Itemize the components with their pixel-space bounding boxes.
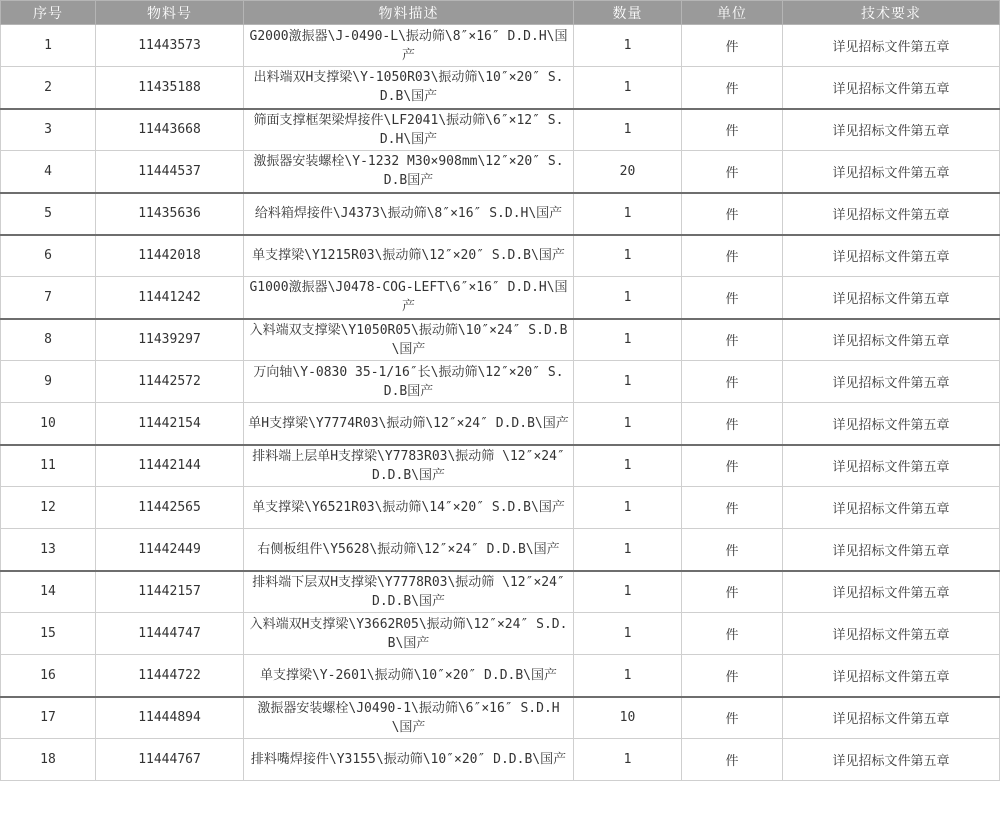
cell-requirement: 详见招标文件第五章 bbox=[783, 445, 1000, 487]
cell-quantity: 1 bbox=[574, 655, 682, 697]
cell-requirement: 详见招标文件第五章 bbox=[783, 739, 1000, 781]
cell-no: 18 bbox=[1, 739, 96, 781]
cell-material-code: 11444722 bbox=[96, 655, 244, 697]
cell-quantity: 1 bbox=[574, 25, 682, 67]
table-row bbox=[1, 277, 1000, 319]
cell-description: 入料端双支撑梁\Y1050R05\振动筛\10″×24″ S.D.B\国产 bbox=[244, 319, 574, 361]
cell-no: 5 bbox=[1, 193, 96, 235]
cell-requirement: 详见招标文件第五章 bbox=[783, 529, 1000, 571]
table-row bbox=[1, 613, 1000, 655]
cell-material-code: 11442449 bbox=[96, 529, 244, 571]
cell-description: 入料端双H支撑梁\Y3662R05\振动筛\12″×24″ S.D.B\国产 bbox=[244, 613, 574, 655]
cell-unit: 件 bbox=[682, 235, 783, 277]
cell-no: 10 bbox=[1, 403, 96, 445]
cell-requirement: 详见招标文件第五章 bbox=[783, 697, 1000, 739]
cell-no: 15 bbox=[1, 613, 96, 655]
cell-material-code: 11443668 bbox=[96, 109, 244, 151]
cell-no: 3 bbox=[1, 109, 96, 151]
cell-quantity: 1 bbox=[574, 277, 682, 319]
table-row bbox=[1, 487, 1000, 529]
cell-description: 万向轴\Y-0830 35-1/16″长\振动筛\12″×20″ S.D.B国产 bbox=[244, 361, 574, 403]
cell-unit: 件 bbox=[682, 403, 783, 445]
table-row bbox=[1, 361, 1000, 403]
cell-unit: 件 bbox=[682, 739, 783, 781]
cell-unit: 件 bbox=[682, 67, 783, 109]
cell-no: 8 bbox=[1, 319, 96, 361]
cell-requirement: 详见招标文件第五章 bbox=[783, 193, 1000, 235]
cell-no: 2 bbox=[1, 67, 96, 109]
cell-quantity: 1 bbox=[574, 361, 682, 403]
cell-quantity: 10 bbox=[574, 697, 682, 739]
cell-requirement: 详见招标文件第五章 bbox=[783, 403, 1000, 445]
cell-quantity: 1 bbox=[574, 403, 682, 445]
cell-no: 12 bbox=[1, 487, 96, 529]
cell-requirement: 详见招标文件第五章 bbox=[783, 613, 1000, 655]
cell-no: 17 bbox=[1, 697, 96, 739]
cell-unit: 件 bbox=[682, 487, 783, 529]
cell-unit: 件 bbox=[682, 109, 783, 151]
table-row bbox=[1, 67, 1000, 109]
cell-material-code: 11444747 bbox=[96, 613, 244, 655]
cell-unit: 件 bbox=[682, 697, 783, 739]
cell-requirement: 详见招标文件第五章 bbox=[783, 319, 1000, 361]
table-body bbox=[1, 25, 1000, 781]
cell-quantity: 1 bbox=[574, 235, 682, 277]
cell-description: 单支撑梁\Y1215R03\振动筛\12″×20″ S.D.B\国产 bbox=[244, 235, 574, 277]
table-row bbox=[1, 319, 1000, 361]
cell-no: 13 bbox=[1, 529, 96, 571]
table-header-row bbox=[1, 1, 1000, 25]
header-no: 序号 bbox=[1, 1, 96, 25]
cell-description: 出料端双H支撑梁\Y-1050R03\振动筛\10″×20″ S.D.B\国产 bbox=[244, 67, 574, 109]
table-row bbox=[1, 529, 1000, 571]
header-code: 物料号 bbox=[96, 1, 244, 25]
table-row bbox=[1, 445, 1000, 487]
cell-unit: 件 bbox=[682, 571, 783, 613]
cell-quantity: 1 bbox=[574, 739, 682, 781]
cell-description: G2000激振器\J-0490-L\振动筛\8″×16″ D.D.H\国产 bbox=[244, 25, 574, 67]
cell-material-code: 11444537 bbox=[96, 151, 244, 193]
cell-quantity: 1 bbox=[574, 67, 682, 109]
cell-material-code: 11444894 bbox=[96, 697, 244, 739]
cell-requirement: 详见招标文件第五章 bbox=[783, 67, 1000, 109]
cell-unit: 件 bbox=[682, 361, 783, 403]
cell-unit: 件 bbox=[682, 655, 783, 697]
cell-requirement: 详见招标文件第五章 bbox=[783, 571, 1000, 613]
header-unit: 单位 bbox=[682, 1, 783, 25]
cell-quantity: 1 bbox=[574, 571, 682, 613]
cell-unit: 件 bbox=[682, 277, 783, 319]
cell-no: 1 bbox=[1, 25, 96, 67]
header-req: 技术要求 bbox=[783, 1, 1000, 25]
cell-no: 6 bbox=[1, 235, 96, 277]
cell-quantity: 1 bbox=[574, 613, 682, 655]
cell-description: 右侧板组件\Y5628\振动筛\12″×24″ D.D.B\国产 bbox=[244, 529, 574, 571]
cell-material-code: 11444767 bbox=[96, 739, 244, 781]
header-qty: 数量 bbox=[574, 1, 682, 25]
cell-unit: 件 bbox=[682, 613, 783, 655]
cell-material-code: 11439297 bbox=[96, 319, 244, 361]
cell-requirement: 详见招标文件第五章 bbox=[783, 235, 1000, 277]
cell-requirement: 详见招标文件第五章 bbox=[783, 655, 1000, 697]
cell-requirement: 详见招标文件第五章 bbox=[783, 277, 1000, 319]
cell-description: 筛面支撑框架梁焊接件\LF2041\振动筛\6″×12″ S.D.H\国产 bbox=[244, 109, 574, 151]
cell-description: G1000激振器\J0478-COG-LEFT\6″×16″ D.D.H\国产 bbox=[244, 277, 574, 319]
table-row bbox=[1, 655, 1000, 697]
table-row bbox=[1, 25, 1000, 67]
cell-no: 11 bbox=[1, 445, 96, 487]
cell-description: 激振器安装螺栓\J0490-1\振动筛\6″×16″ S.D.H\国产 bbox=[244, 697, 574, 739]
cell-requirement: 详见招标文件第五章 bbox=[783, 487, 1000, 529]
cell-material-code: 11442565 bbox=[96, 487, 244, 529]
cell-unit: 件 bbox=[682, 151, 783, 193]
cell-no: 9 bbox=[1, 361, 96, 403]
cell-quantity: 1 bbox=[574, 193, 682, 235]
table-row bbox=[1, 571, 1000, 613]
table-row bbox=[1, 193, 1000, 235]
cell-quantity: 1 bbox=[574, 319, 682, 361]
cell-description: 排料嘴焊接件\Y3155\振动筛\10″×20″ D.D.B\国产 bbox=[244, 739, 574, 781]
cell-description: 单支撑梁\Y6521R03\振动筛\14″×20″ S.D.B\国产 bbox=[244, 487, 574, 529]
cell-requirement: 详见招标文件第五章 bbox=[783, 151, 1000, 193]
cell-requirement: 详见招标文件第五章 bbox=[783, 109, 1000, 151]
cell-quantity: 1 bbox=[574, 445, 682, 487]
cell-no: 7 bbox=[1, 277, 96, 319]
cell-unit: 件 bbox=[682, 25, 783, 67]
cell-requirement: 详见招标文件第五章 bbox=[783, 361, 1000, 403]
cell-material-code: 11435636 bbox=[96, 193, 244, 235]
table-row bbox=[1, 697, 1000, 739]
table-row bbox=[1, 403, 1000, 445]
cell-no: 16 bbox=[1, 655, 96, 697]
cell-description: 单H支撑梁\Y7774R03\振动筛\12″×24″ D.D.B\国产 bbox=[244, 403, 574, 445]
cell-requirement: 详见招标文件第五章 bbox=[783, 25, 1000, 67]
header-desc: 物料描述 bbox=[244, 1, 574, 25]
cell-quantity: 20 bbox=[574, 151, 682, 193]
cell-description: 单支撑梁\Y-2601\振动筛\10″×20″ D.D.B\国产 bbox=[244, 655, 574, 697]
table-row bbox=[1, 739, 1000, 781]
cell-material-code: 11442572 bbox=[96, 361, 244, 403]
cell-unit: 件 bbox=[682, 319, 783, 361]
cell-quantity: 1 bbox=[574, 487, 682, 529]
table-row bbox=[1, 151, 1000, 193]
cell-material-code: 11442157 bbox=[96, 571, 244, 613]
cell-material-code: 11443573 bbox=[96, 25, 244, 67]
cell-material-code: 11441242 bbox=[96, 277, 244, 319]
cell-no: 4 bbox=[1, 151, 96, 193]
cell-material-code: 11442018 bbox=[96, 235, 244, 277]
cell-material-code: 11442144 bbox=[96, 445, 244, 487]
cell-no: 14 bbox=[1, 571, 96, 613]
table-row bbox=[1, 235, 1000, 277]
cell-description: 排料端下层双H支撑梁\Y7778R03\振动筛 \12″×24″ D.D.B\国产 bbox=[244, 571, 574, 613]
page-bottom-strip bbox=[0, 814, 1000, 821]
cell-description: 给料箱焊接件\J4373\振动筛\8″×16″ S.D.H\国产 bbox=[244, 193, 574, 235]
cell-quantity: 1 bbox=[574, 109, 682, 151]
cell-description: 排料端上层单H支撑梁\Y7783R03\振动筛 \12″×24″ D.D.B\国产 bbox=[244, 445, 574, 487]
cell-description: 激振器安装螺栓\Y-1232 M30×908mm\12″×20″ S.D.B国产 bbox=[244, 151, 574, 193]
cell-unit: 件 bbox=[682, 193, 783, 235]
cell-quantity: 1 bbox=[574, 529, 682, 571]
cell-unit: 件 bbox=[682, 529, 783, 571]
table-row bbox=[1, 109, 1000, 151]
cell-material-code: 11442154 bbox=[96, 403, 244, 445]
cell-material-code: 11435188 bbox=[96, 67, 244, 109]
cell-unit: 件 bbox=[682, 445, 783, 487]
